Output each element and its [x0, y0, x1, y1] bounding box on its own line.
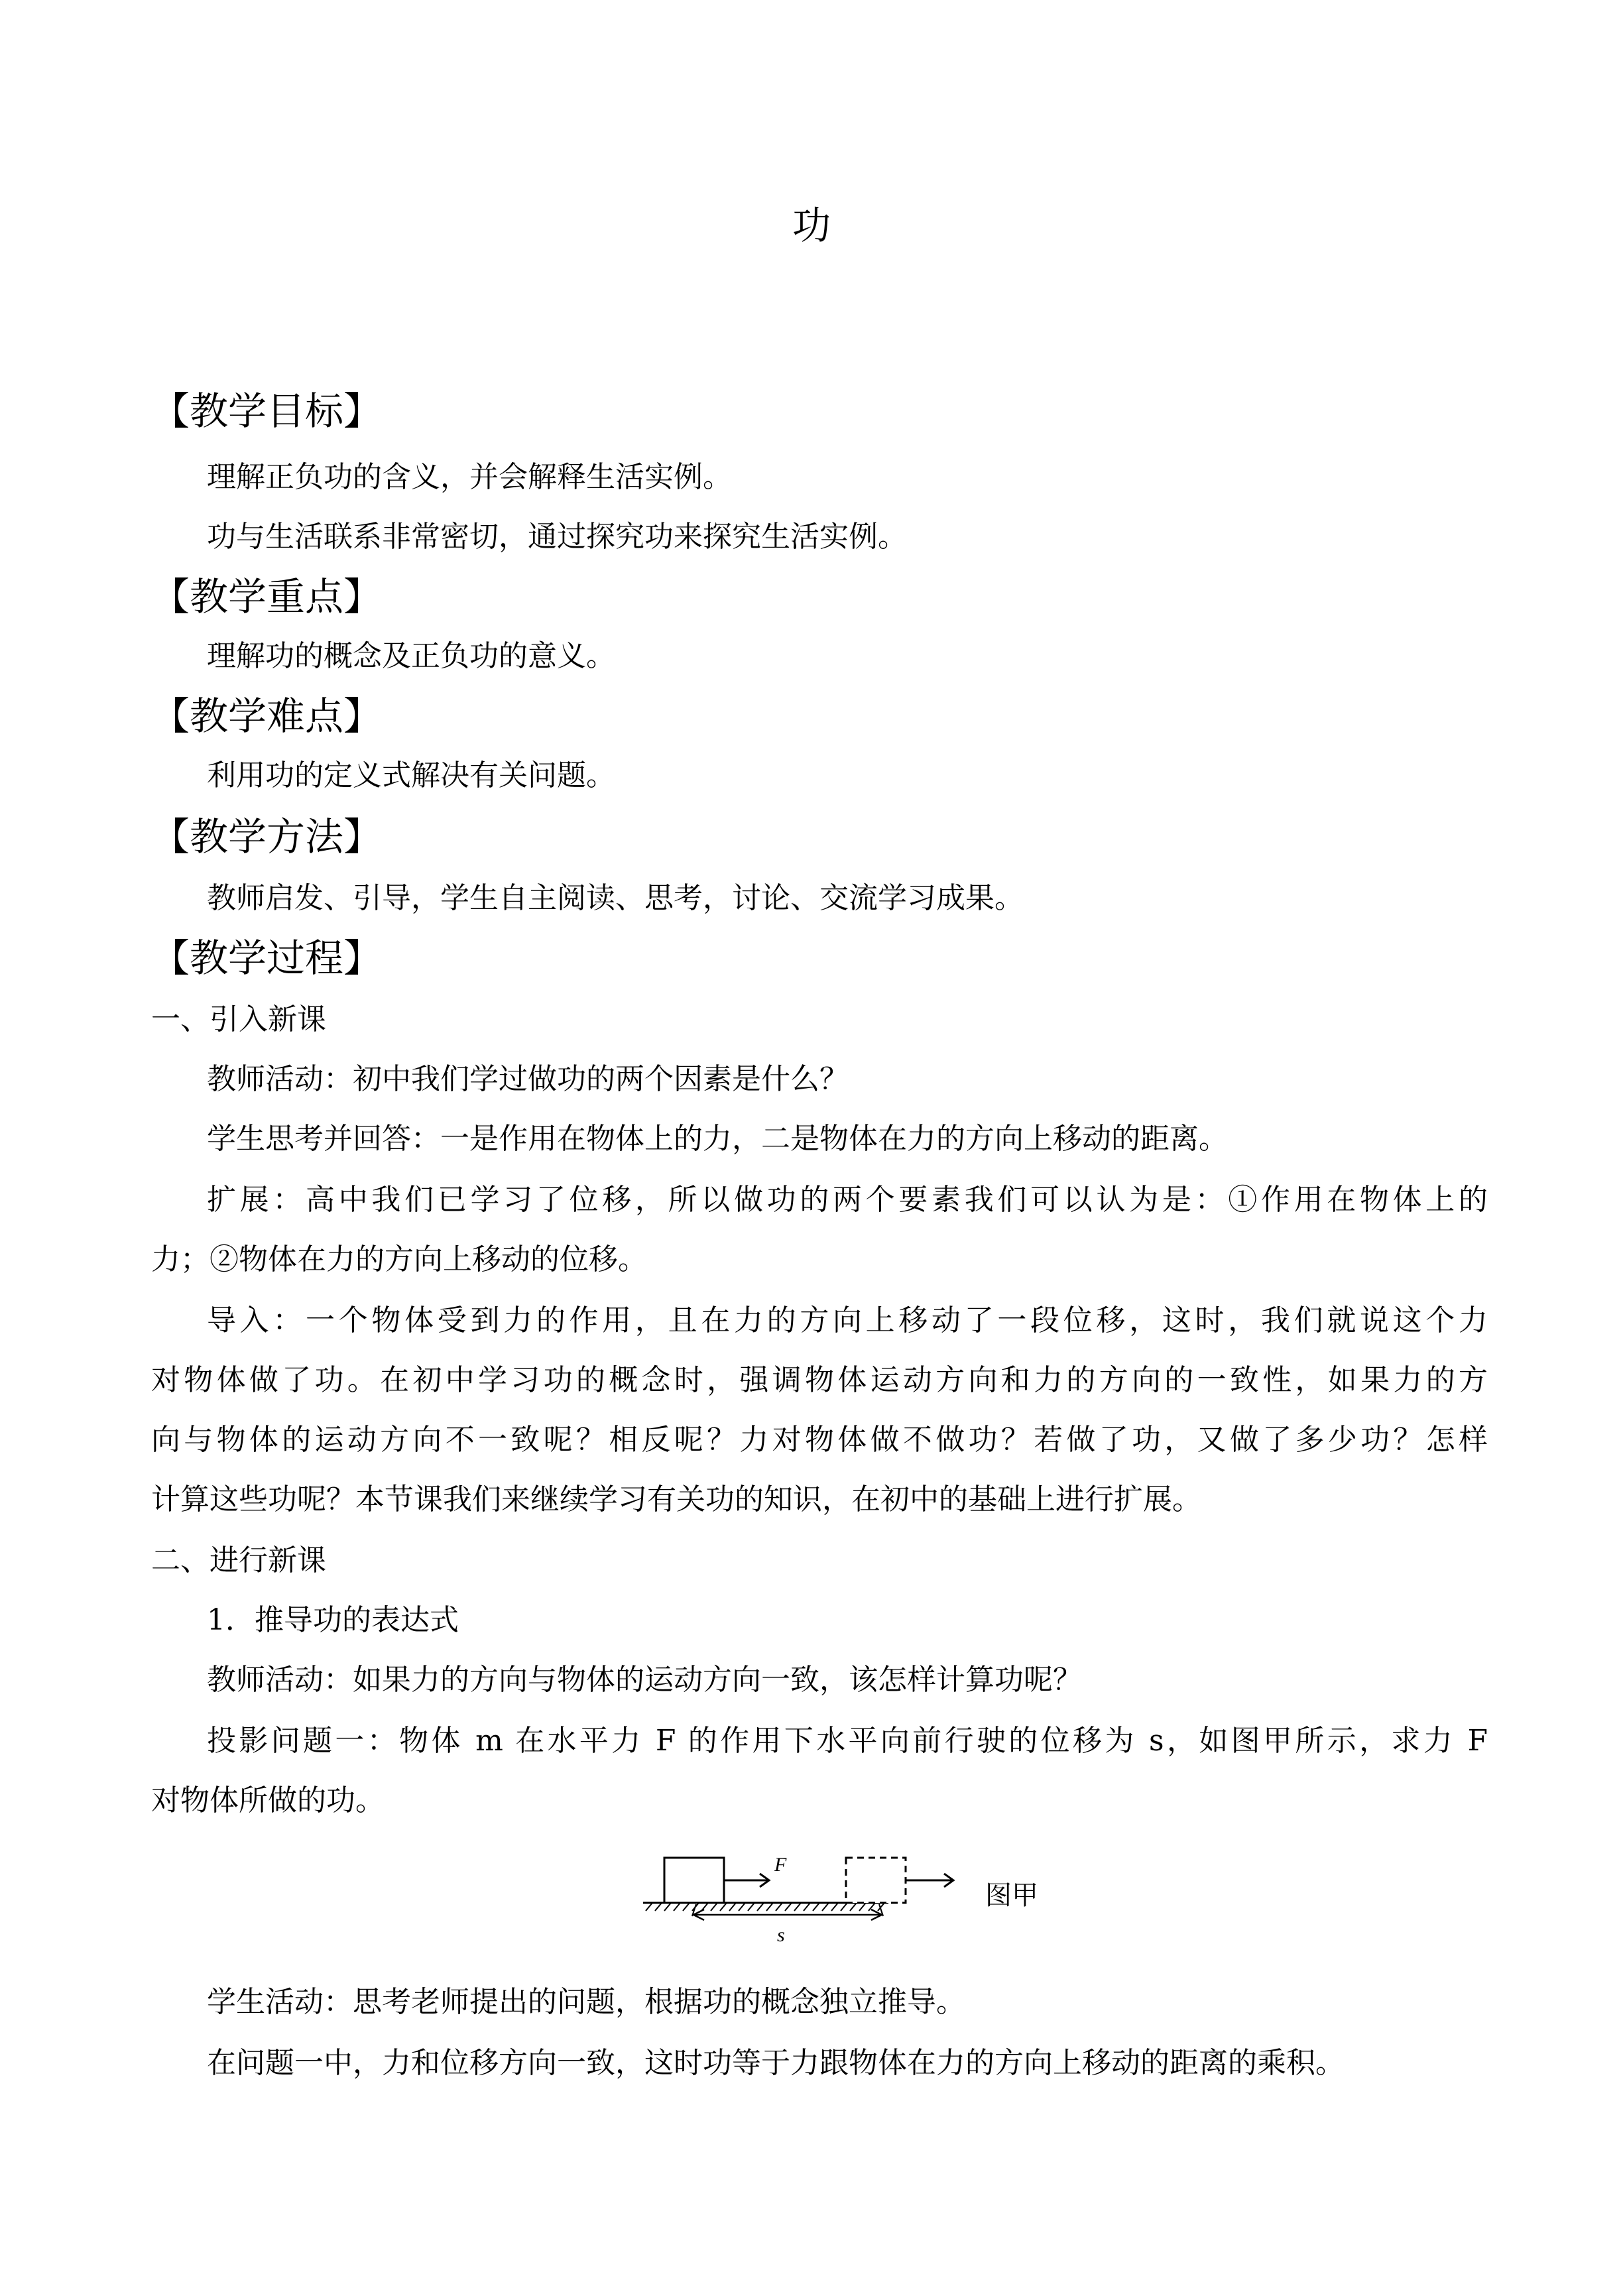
part1-title: 一、引入新课 — [151, 1002, 326, 1036]
paragraph-conclusion: 在问题一中，力和位移方向一致，这时功等于力跟物体在力的方向上移动的距离的乘积。 — [207, 2046, 1345, 2080]
figure-caption: 图甲 — [985, 1880, 1038, 1911]
objective-line-2: 功与生活联系非常密切，通过探究功来探究生活实例。 — [207, 520, 907, 554]
method-line-1: 教师启发、引导，学生自主阅读、思考，讨论、交流学习成果。 — [207, 881, 1024, 915]
key-point-line-1: 理解功的概念及正负功的意义。 — [207, 639, 615, 673]
ground-hatching — [646, 1903, 884, 1911]
part2-title: 二、进行新课 — [151, 1543, 326, 1577]
block-initial — [664, 1858, 724, 1903]
paragraph-teacher-question: 教师活动：初中我们学过做功的两个因素是什么？ — [207, 1062, 849, 1096]
difficulty-line-1: 利用功的定义式解决有关问题。 — [207, 758, 615, 792]
paragraph-student-activity: 学生活动：思考老师提出的问题，根据功的概念独立推导。 — [207, 1985, 965, 2019]
block-final — [846, 1858, 906, 1903]
heading-methods: 【教学方法】 — [151, 814, 383, 859]
document-title: 功 — [792, 203, 831, 248]
heading-objectives: 【教学目标】 — [151, 389, 383, 434]
force-label: F — [774, 1854, 787, 1876]
heading-difficulties: 【教学难点】 — [151, 694, 383, 739]
heading-key-points: 【教学重点】 — [151, 574, 383, 619]
paragraph-extension-line-2: 力；②物体在力的方向上移动的位移。 — [151, 1242, 647, 1276]
paragraph-intro-line-3: 向与物体的运动方向不一致呢？相反呢？力对物体做不做功？若做了功，又做了多少功？怎样 — [151, 1423, 1488, 1457]
subsection-1-title: 1．推导功的表达式 — [207, 1603, 459, 1637]
displacement-label: s — [777, 1924, 785, 1946]
paragraph-problem-line-2: 对物体所做的功。 — [151, 1783, 385, 1817]
paragraph-intro-line-2: 对物体做了功。在初中学习功的概念时，强调物体运动方向和力的方向的一致性，如果力的方 — [151, 1363, 1488, 1397]
paragraph-problem-line-1: 投影问题一：物体 m 在水平力 F 的作用下水平向前行驶的位移为 s，如图甲所示，求力 F — [207, 1724, 1488, 1758]
heading-process: 【教学过程】 — [151, 936, 383, 981]
paragraph-student-answer: 学生思考并回答：一是作用在物体上的力，二是物体在力的方向上移动的距离。 — [207, 1122, 1228, 1156]
paragraph-intro-line-4: 计算这些功呢？本节课我们来继续学习有关功的知识，在初中的基础上进行扩展。 — [151, 1482, 1201, 1516]
paragraph-teacher-activity: 教师活动：如果力的方向与物体的运动方向一致，该怎样计算功呢？ — [207, 1663, 1082, 1697]
paragraph-intro-line-1: 导入：一个物体受到力的作用，且在力的方向上移动了一段位移，这时，我们就说这个力 — [207, 1303, 1488, 1337]
paragraph-extension-line-1: 扩展：高中我们已学习了位移，所以做功的两个要素我们可以认为是：①作用在物体上的 — [207, 1183, 1488, 1217]
objective-line-1: 理解正负功的含义，并会解释生活实例。 — [207, 460, 732, 494]
